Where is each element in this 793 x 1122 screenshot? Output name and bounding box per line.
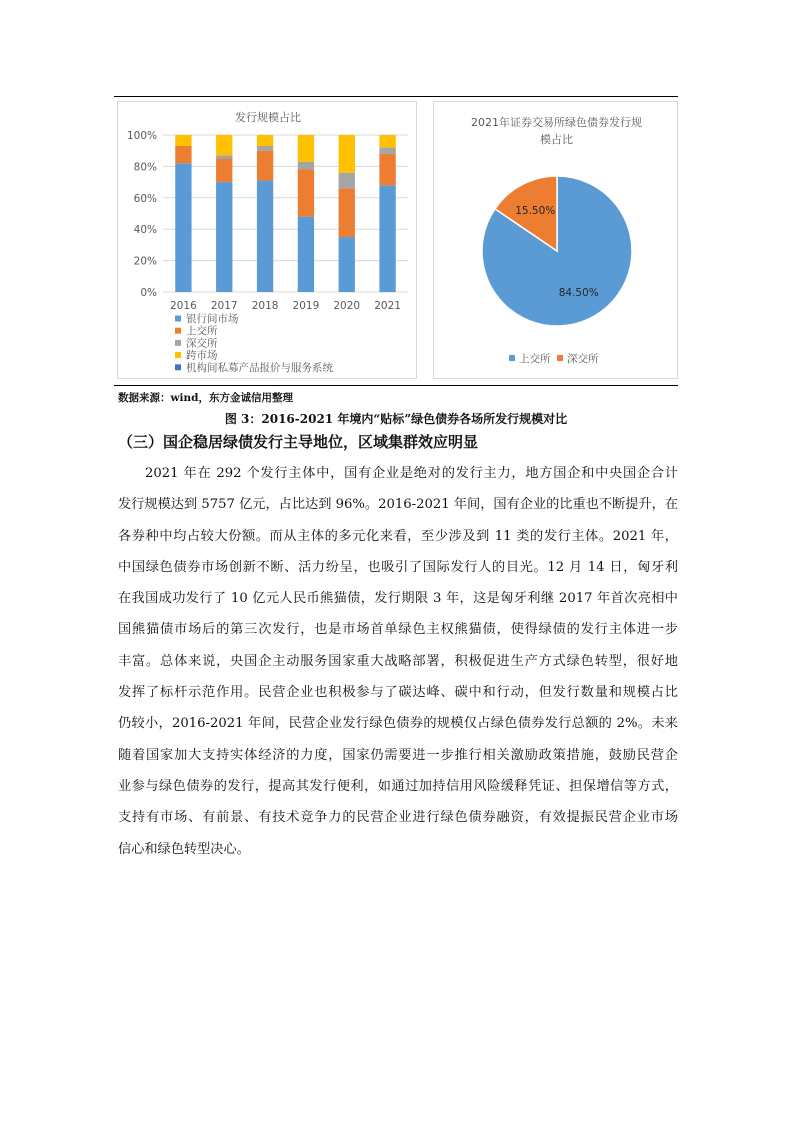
bar-segment bbox=[216, 155, 232, 158]
bar-segment bbox=[257, 181, 273, 292]
paragraph-line: 支持有市场、有前景、有技术竞争力的民营企业进行绿色债券融资，有效提振民营企业市场 bbox=[118, 810, 678, 826]
bar-segment bbox=[339, 135, 355, 173]
pie-data-label: 84.50% bbox=[558, 287, 599, 300]
legend-label: 深交所 bbox=[186, 337, 218, 350]
legend-label: 机构间私募产品报价与服务系统 bbox=[186, 361, 333, 374]
figure-caption: 图 3：2016-2021 年境内“贴标”绿色债券各场所发行规模对比 bbox=[224, 412, 568, 426]
paragraph-line: 仍较小，2016-2021 年间，民营企业发行绿色债券的规模仅占绿色债券发行总额的 2%。未来 bbox=[118, 716, 678, 732]
legend-swatch bbox=[175, 340, 181, 346]
bottom-rule bbox=[114, 385, 678, 386]
legend-swatch bbox=[175, 352, 181, 358]
bar-segment bbox=[298, 162, 314, 170]
bar-segment bbox=[175, 135, 191, 146]
bar-segment bbox=[379, 185, 395, 292]
y-tick-label: 100% bbox=[126, 130, 157, 142]
paragraph-line: 丰富。总体来说，央国企主动服务国家重大战略部署，积极促进生产方式绿色转型，很好地 bbox=[118, 653, 678, 669]
paragraph-line: 在我国成功发行了 10 亿元人民币熊猫债，发行期限 3 年，这是匈牙利继 2017 年首次亮相中 bbox=[118, 591, 678, 607]
legend-swatch bbox=[175, 364, 181, 370]
paragraph-line: 业参与绿色债券的发行，提高其发行便利，如通过加持信用风险缓释凭证、担保增信等方式， bbox=[118, 778, 678, 794]
bar-chart-panel bbox=[117, 101, 417, 379]
paragraph-line: 各券种中均占较大份额。而从主体的多元化来看，至少涉及到 11 类的发行主体。2021 年， bbox=[118, 528, 678, 544]
x-tick-label: 2018 bbox=[251, 300, 279, 312]
legend-label: 上交所 bbox=[519, 353, 551, 365]
paragraph-line: 2021 年在 292 个发行主体中，国有企业是绝对的发行主力，地方国企和中央国企合计 bbox=[145, 466, 678, 481]
legend-label: 深交所 bbox=[567, 353, 599, 365]
paragraph-line: 中国绿色债券市场创新不断、活力纷呈，也吸引了国际发行人的目光。12 月 14 日，匈牙利 bbox=[118, 559, 678, 575]
paragraph-line: 发行规模达到 5757 亿元，占比达到 96%。2016-2021 年间，国有企业的比重也不断提升，在 bbox=[118, 497, 679, 513]
bar-segment bbox=[175, 163, 191, 292]
bar-segment bbox=[216, 159, 232, 183]
paragraph-line: 国熊猫债市场后的第三次发行，也是市场首单绿色主权熊猫债，使得绿债的发行主体进一步 bbox=[118, 622, 678, 638]
bar-segment bbox=[339, 188, 355, 237]
bar-segment bbox=[257, 146, 273, 151]
bar-segment bbox=[339, 173, 355, 189]
x-tick-label: 2021 bbox=[374, 300, 401, 312]
legend-swatch bbox=[175, 328, 181, 334]
bar-segment bbox=[339, 237, 355, 292]
bar-segment bbox=[216, 182, 232, 292]
bar-segment bbox=[298, 217, 314, 292]
data-source-note: 数据来源：wind，东方金诚信用整理 bbox=[118, 392, 294, 404]
top-rule bbox=[114, 96, 678, 97]
bar-segment bbox=[298, 170, 314, 217]
y-tick-label: 20% bbox=[133, 255, 157, 268]
legend-label: 跨市场 bbox=[186, 349, 218, 362]
bar-chart-title: 发行规模占比 bbox=[235, 111, 301, 124]
legend-swatch bbox=[509, 355, 515, 361]
legend-swatch bbox=[557, 355, 563, 361]
bar-segment bbox=[379, 135, 395, 148]
pie-chart bbox=[434, 102, 677, 378]
legend-label: 上交所 bbox=[186, 325, 218, 338]
bar-segment bbox=[216, 135, 232, 155]
legend-swatch bbox=[175, 316, 181, 322]
x-tick-label: 2020 bbox=[333, 300, 361, 312]
x-tick-label: 2017 bbox=[210, 300, 238, 312]
paragraph-line: 信心和绿色转型决心。 bbox=[118, 841, 250, 857]
bar-chart bbox=[118, 102, 416, 378]
bar-segment bbox=[257, 135, 273, 146]
pie-chart-panel bbox=[433, 101, 678, 379]
section-heading: （三）国企稳居绿债发行主导地位，区域集群效应明显 bbox=[118, 433, 479, 451]
paragraph-line: 发挥了标杆示范作用。民营企业也积极参与了碳达峰、碳中和行动，但发行数量和规模占比 bbox=[118, 685, 678, 701]
y-tick-label: 60% bbox=[133, 192, 157, 205]
pie-chart-title-line-2: 模占比 bbox=[540, 133, 573, 146]
paragraph-line: 随着国家加大支持实体经济的力度，国家仍需要进一步推行相关激励政策措施，鼓励民营企 bbox=[118, 747, 678, 763]
bar-segment bbox=[257, 151, 273, 181]
pie-chart-title-line-1: 2021年证券交易所绿色债券发行规 bbox=[471, 116, 642, 129]
y-tick-label: 40% bbox=[133, 224, 157, 237]
legend-label: 银行间市场 bbox=[186, 313, 239, 325]
y-tick-label: 80% bbox=[133, 161, 157, 174]
x-tick-label: 2016 bbox=[170, 300, 197, 312]
x-tick-label: 2019 bbox=[292, 300, 320, 312]
body-paragraph bbox=[118, 458, 678, 865]
bar-segment bbox=[379, 148, 395, 154]
pie-data-label: 15.50% bbox=[515, 204, 556, 217]
bar-segment bbox=[379, 154, 395, 185]
bar-segment bbox=[298, 135, 314, 162]
bar-segment bbox=[175, 146, 191, 163]
y-tick-label: 0% bbox=[140, 287, 157, 299]
